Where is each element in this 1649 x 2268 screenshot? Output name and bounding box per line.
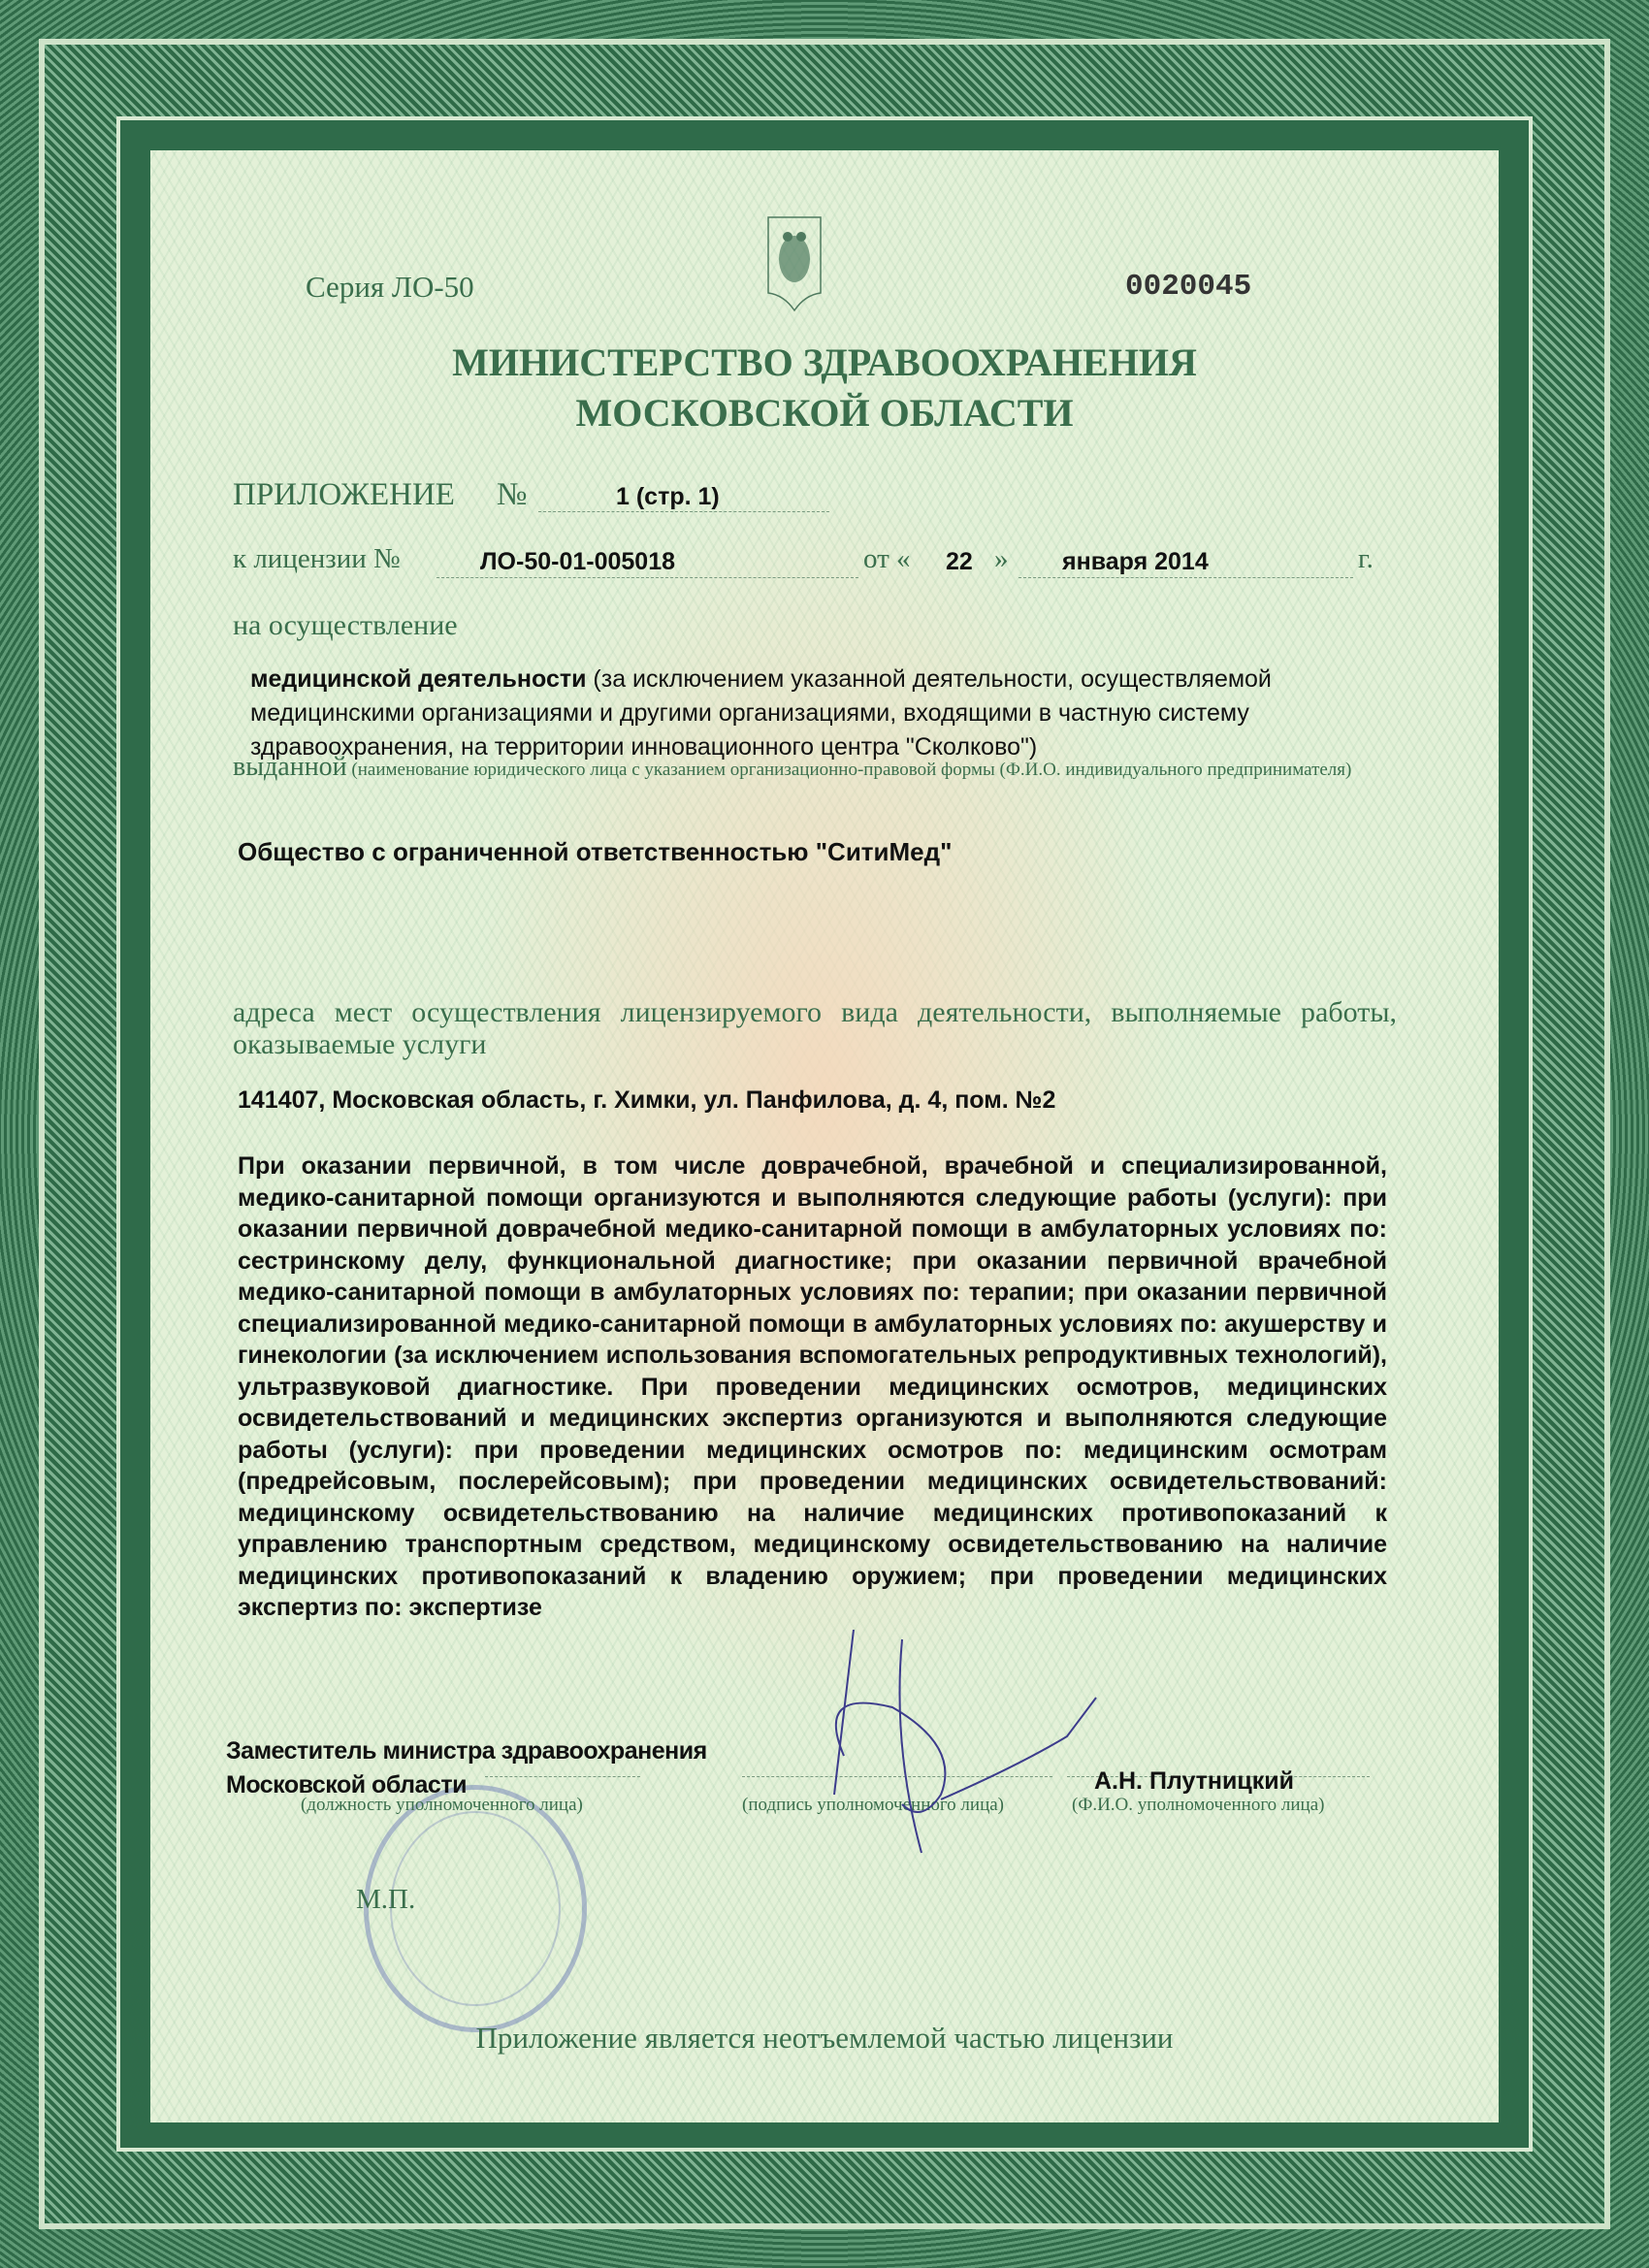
license-close-quote: »: [994, 543, 1009, 574]
series-label: Серия ЛО-50: [306, 270, 474, 304]
coat-of-arms-icon: [766, 215, 823, 312]
position-line-1: Заместитель министра здравоохранения: [226, 1737, 707, 1765]
organization-name: Общество с ограниченной ответственностью "СитиМед": [238, 837, 953, 866]
license-number: ЛО-50-01-005018: [480, 548, 676, 575]
license-year-suffix: г.: [1358, 543, 1374, 574]
footer-note: Приложение является неотъемлемой частью лицензии: [475, 2021, 1174, 2055]
position-hint: (должность уполномоченного лица): [301, 1795, 583, 1815]
appendix-label: ПРИЛОЖЕНИЕ: [233, 477, 455, 512]
license-label: к лицензии №: [233, 543, 401, 574]
license-from-label: от «: [863, 543, 911, 574]
position-line-2: Московской области: [226, 1771, 467, 1798]
form-number: 0020045: [1125, 270, 1252, 304]
signer-position: [226, 1734, 707, 1802]
title-line-2: МОСКОВСКОЙ ОБЛАСТИ: [575, 391, 1074, 435]
issued-hint: (наименование юридического лица с указанием организационно-правовой формы (Ф.И.О. индивидуального предпринимателя): [351, 760, 1352, 780]
appendix-no-sign: №: [497, 477, 528, 512]
name-hint: (Ф.И.О. уполномоченного лица): [1072, 1795, 1325, 1815]
address: 141407, Московская область, г. Химки, ул. Панфилова, д. 4, пом. №2: [238, 1086, 1056, 1114]
license-day: 22: [946, 548, 973, 575]
stamp-place-label: М.П.: [356, 1884, 416, 1915]
signature-icon: [776, 1630, 1116, 1863]
addresses-label: адреса мест осуществления лицензируемого вида деятельности, выполняемые работы, оказываемые услуги: [233, 996, 1397, 1060]
signer-name: А.Н. Плутницкий: [1094, 1767, 1295, 1795]
activity-label: на осуществление: [233, 609, 458, 641]
issued-line: [233, 749, 1397, 788]
activity-bold: медицинской деятельности: [250, 665, 587, 693]
appendix-number: 1 (стр. 1): [616, 483, 720, 510]
issued-label: выданной: [233, 752, 347, 782]
services-text: При оказании первичной, в том числе доврачебной, врачебной и специализированной, медико-санитарной помощи организуются и выполняются следующие работы (услуги): при оказании первичной доврачебной медико-санитарной помощи в амбулаторных условиях по: сестринскому делу, функциональной диагностике; при оказании первичной врачебной медико-санитарной помощи в амбулаторных условиях по: терапии; при оказании первичной специализированной медико-санитарной помощи в амбулаторных условиях по: акушерству и гинекологии (за исключением использования вспомогательных репродуктивных технологий), ультразвуковой диагностике. При проведении медицинских осмотров, медицинских освидетельствований и медицинских экспертиз организуются и выполняются следующие работы (услуги): при проведении медицинских осмотров по: медицинским осмотрам (предрейсовым, послерейсовым); при проведении медицинских освидетельствований: медицинскому освидетельствованию на наличие медицинских противопоказаний к управлению транспортным средством, медицинскому освидетельствованию на наличие медицинских противопоказаний к владению оружием; при проведении медицинских экспертиз по: экспертизе: [238, 1152, 1387, 1621]
ministry-title: [0, 338, 1649, 438]
license-date: января 2014: [1062, 548, 1209, 575]
activity-details: (за исключением указанной деятельности, осуществляемой медицинскими организациями и другими организациями, входящими в частную систему здравоохранения, на территории инновационного центра "Сколково"): [250, 665, 1272, 761]
signature-hint: (подпись уполномоченного лица): [742, 1795, 1005, 1815]
title-line-1: МИНИСТЕРСТВО ЗДРАВООХРАНЕНИЯ: [452, 340, 1197, 384]
